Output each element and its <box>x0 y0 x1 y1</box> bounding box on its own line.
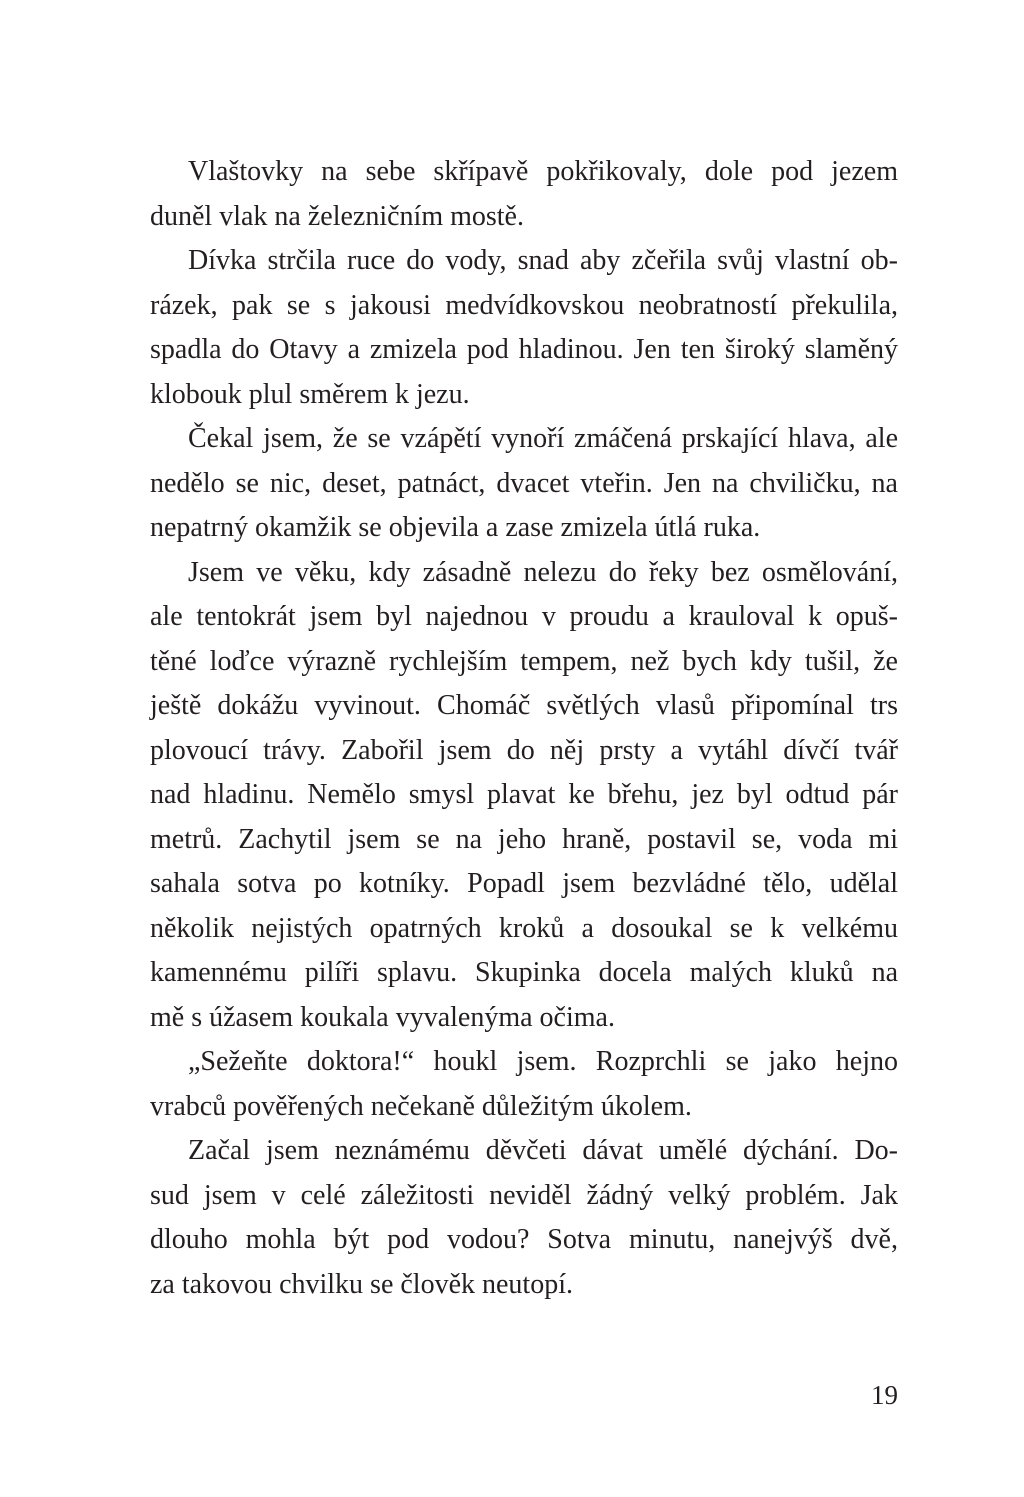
text-line: klobouk plul směrem k jezu. <box>150 378 470 410</box>
text-line: dlouho mohla být pod vodou? Sotva minutu, nanejvýš dvě, <box>150 1224 898 1255</box>
text-line: za takovou chvilku se člověk neutopí. <box>150 1268 573 1300</box>
text-line: Čekal jsem, že se vzápětí vynoří zmáčená prskající hlava, ale <box>188 423 898 454</box>
paragraph <box>150 239 898 417</box>
text-line: vrabců pověřených nečekaně důležitým úkolem. <box>150 1090 692 1122</box>
text-line: kamennému pilíři splavu. Skupinka docela malých kluků na <box>150 957 898 988</box>
text-line: nad hladinu. Nemělo smysl plavat ke břehu, jez byl odtud pár <box>150 779 898 810</box>
paragraph <box>150 1129 898 1307</box>
paragraph <box>150 551 898 1041</box>
text-line: Vlaštovky na sebe skřípavě pokřikovaly, dole pod jezem <box>188 156 898 187</box>
text-line: rázek, pak se s jakousi medvídkovskou neobratností překulila, <box>150 289 898 321</box>
text-line: „Sežeňte doktora!“ houkl jsem. Rozprchli se jako hejno <box>188 1046 898 1077</box>
text-line: ještě dokážu vyvinout. Chomáč světlých vlasů připomínal trs <box>150 690 898 721</box>
page-number: 19 <box>871 1380 898 1410</box>
body-text <box>150 150 898 1307</box>
text-line: ale tentokrát jsem byl najednou v proudu a krauloval k opuš- <box>150 601 898 632</box>
text-line: Jsem ve věku, kdy zásadně nelezu do řeky bez osmělování, <box>188 556 898 588</box>
text-line: duněl vlak na železničním mostě. <box>150 200 524 232</box>
text-line: nedělo se nic, deset, patnáct, dvacet vteřin. Jen na chviličku, na <box>150 467 898 499</box>
text-line: mě s úžasem koukala vyvalenýma očima. <box>150 1001 615 1033</box>
text-line: těné loďce výrazně rychlejším tempem, než bych kdy tušil, že <box>150 645 898 677</box>
text-line: spadla do Otavy a zmizela pod hladinou. Jen ten široký slaměný <box>150 334 898 365</box>
text-line: Začal jsem neznámému děvčeti dávat umělé dýchání. Do- <box>188 1135 898 1166</box>
text-line: nepatrný okamžik se objevila a zase zmizela útlá ruka. <box>150 512 761 543</box>
text-line: sud jsem v celé záležitosti neviděl žádný velký problém. Jak <box>150 1179 898 1211</box>
text-line: metrů. Zachytil jsem se na jeho hraně, postavil se, voda mi <box>150 823 898 855</box>
text-line: Dívka strčila ruce do vody, snad aby zčeřila svůj vlastní ob- <box>188 245 898 276</box>
text-line: několik nejistých opatrných kroků a dosoukal se k velkému <box>150 912 898 944</box>
text-line: sahala sotva po kotníky. Popadl jsem bezvládné tělo, udělal <box>150 868 898 899</box>
text-line: plovoucí trávy. Zabořil jsem do něj prsty a vytáhl dívčí tvář <box>150 734 898 766</box>
paragraph <box>150 1040 898 1129</box>
paragraph <box>150 417 898 551</box>
paragraph <box>150 150 898 239</box>
